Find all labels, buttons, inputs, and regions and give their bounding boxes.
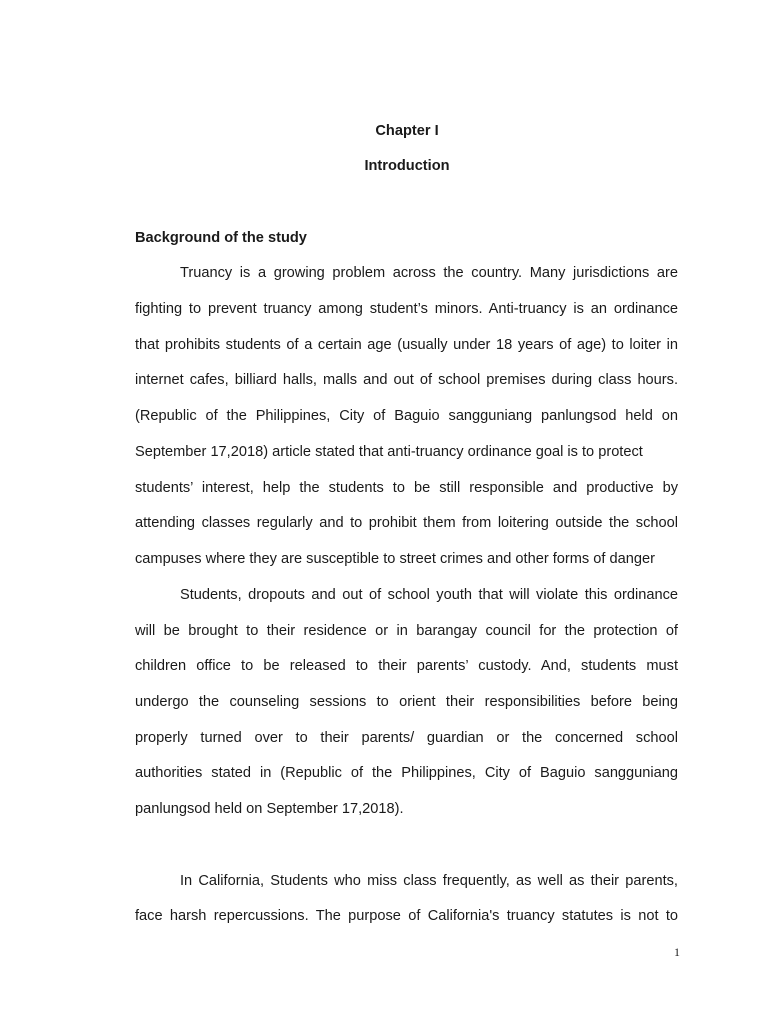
page-number: 1 [674,945,680,959]
chapter-title: Introduction [364,158,450,174]
paragraph-1-line: students’ interest, help the students to be still responsible and productive by [135,480,678,496]
section-heading: Background of the study [135,230,307,246]
paragraph-2-line: undergo the counseling sessions to orient their responsibilities before being [135,694,678,710]
paragraph-2-line: will be brought to their residence or in barangay council for the protection of [135,623,678,639]
paragraph-1-line: internet cafes, billiard halls, malls and out of school premises during class hours. [135,372,678,388]
paragraph-2-line: panlungsod held on September 17,2018). [135,801,404,817]
paragraph-1-line: fighting to prevent truancy among student’s minors. Anti-truancy is an ordinance [135,301,678,317]
paragraph-2-line: properly turned over to their parents/ guardian or the concerned school [135,730,678,746]
paragraph-1-line: that prohibits students of a certain age (usually under 18 years of age) to loiter in [135,337,678,353]
paragraph-3-line: In California, Students who miss class frequently, as well as their parents, [180,873,678,889]
paragraph-1-line: attending classes regularly and to prohibit them from loitering outside the school [135,515,678,531]
chapter-heading: Chapter I [375,123,439,139]
paragraph-1-line: September 17,2018) article stated that anti-truancy ordinance goal is to protect [135,444,643,460]
paragraph-2-line: Students, dropouts and out of school youth that will violate this ordinance [180,587,678,603]
paragraph-2-line: children office to be released to their parents’ custody. And, students must [135,658,678,674]
paragraph-1-line: Truancy is a growing problem across the country. Many jurisdictions are [180,265,678,281]
paragraph-3-line: face harsh repercussions. The purpose of California's truancy statutes is not to [135,908,678,924]
paragraph-2-line: authorities stated in (Republic of the Philippines, City of Baguio sangguniang [135,765,678,781]
paragraph-1-line: (Republic of the Philippines, City of Baguio sangguniang panlungsod held on [135,408,678,424]
paragraph-1-line: campuses where they are susceptible to street crimes and other forms of danger [135,551,655,567]
